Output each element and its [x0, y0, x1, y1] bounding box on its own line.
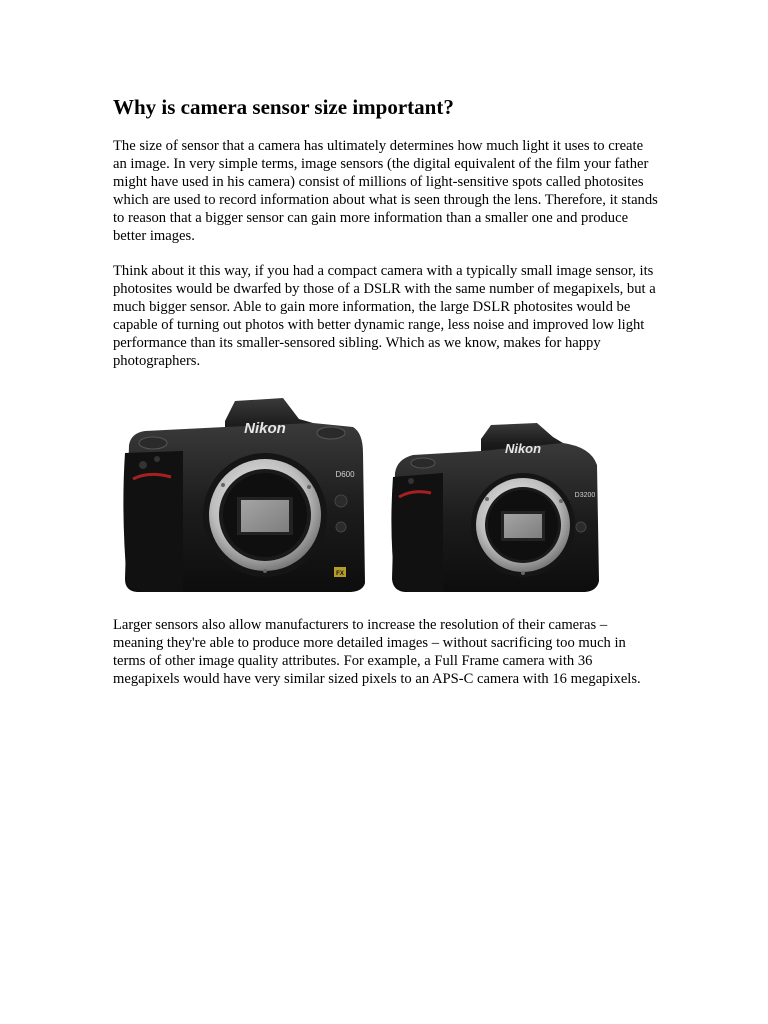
article-title: Why is camera sensor size important?	[113, 95, 454, 119]
camera-comparison-photo	[113, 393, 658, 605]
large-camera-brand-label: Nikon	[244, 419, 286, 437]
camera-comparison-illustration	[113, 393, 658, 605]
article	[113, 92, 658, 689]
small-camera-brand-label: Nikon	[504, 440, 542, 456]
paragraph-resolution: Larger sensors also allow manufacturers to increase the resolution of their cameras – meaning they're able to produce more detailed images – without sacrificing too much in terms of other image quality attributes. For example, a Full Frame camera with 36 megapixels would have very similar sized pixels to an APS-C camera with 16 megapixels.	[113, 616, 641, 687]
paragraph-photosites: Think about it this way, if you had a compact camera with a typically small image sensor, its photosites would be dwarfed by those of a DSLR with the same number of megapixels, but a much bigger sensor. Able to gain more information, the large DSLR photosites would be capable of turning out photos with better dynamic range, less noise and improved low light performance than its smaller-sensored sibling. Which as we know, makes for happy photographers.	[113, 263, 656, 369]
large-dslr-camera	[123, 398, 365, 592]
small-dslr-camera	[391, 423, 599, 592]
fx-badge: FX	[336, 570, 344, 577]
paragraph-sensor-basics: The size of sensor that a camera has ultimately determines how much light it uses to create an image. In very simple terms, image sensors (the digital equivalent of the film your father might have used in his camera) consist of millions of light-sensitive spots called photosites which are used to record information about what is seen through the lens. Therefore, it stands to reason that a bigger sensor can gain more information than a smaller one and produce better images.	[113, 138, 658, 244]
large-camera-model-label: D600	[335, 469, 355, 479]
small-camera-model-label: D3200	[574, 491, 596, 499]
